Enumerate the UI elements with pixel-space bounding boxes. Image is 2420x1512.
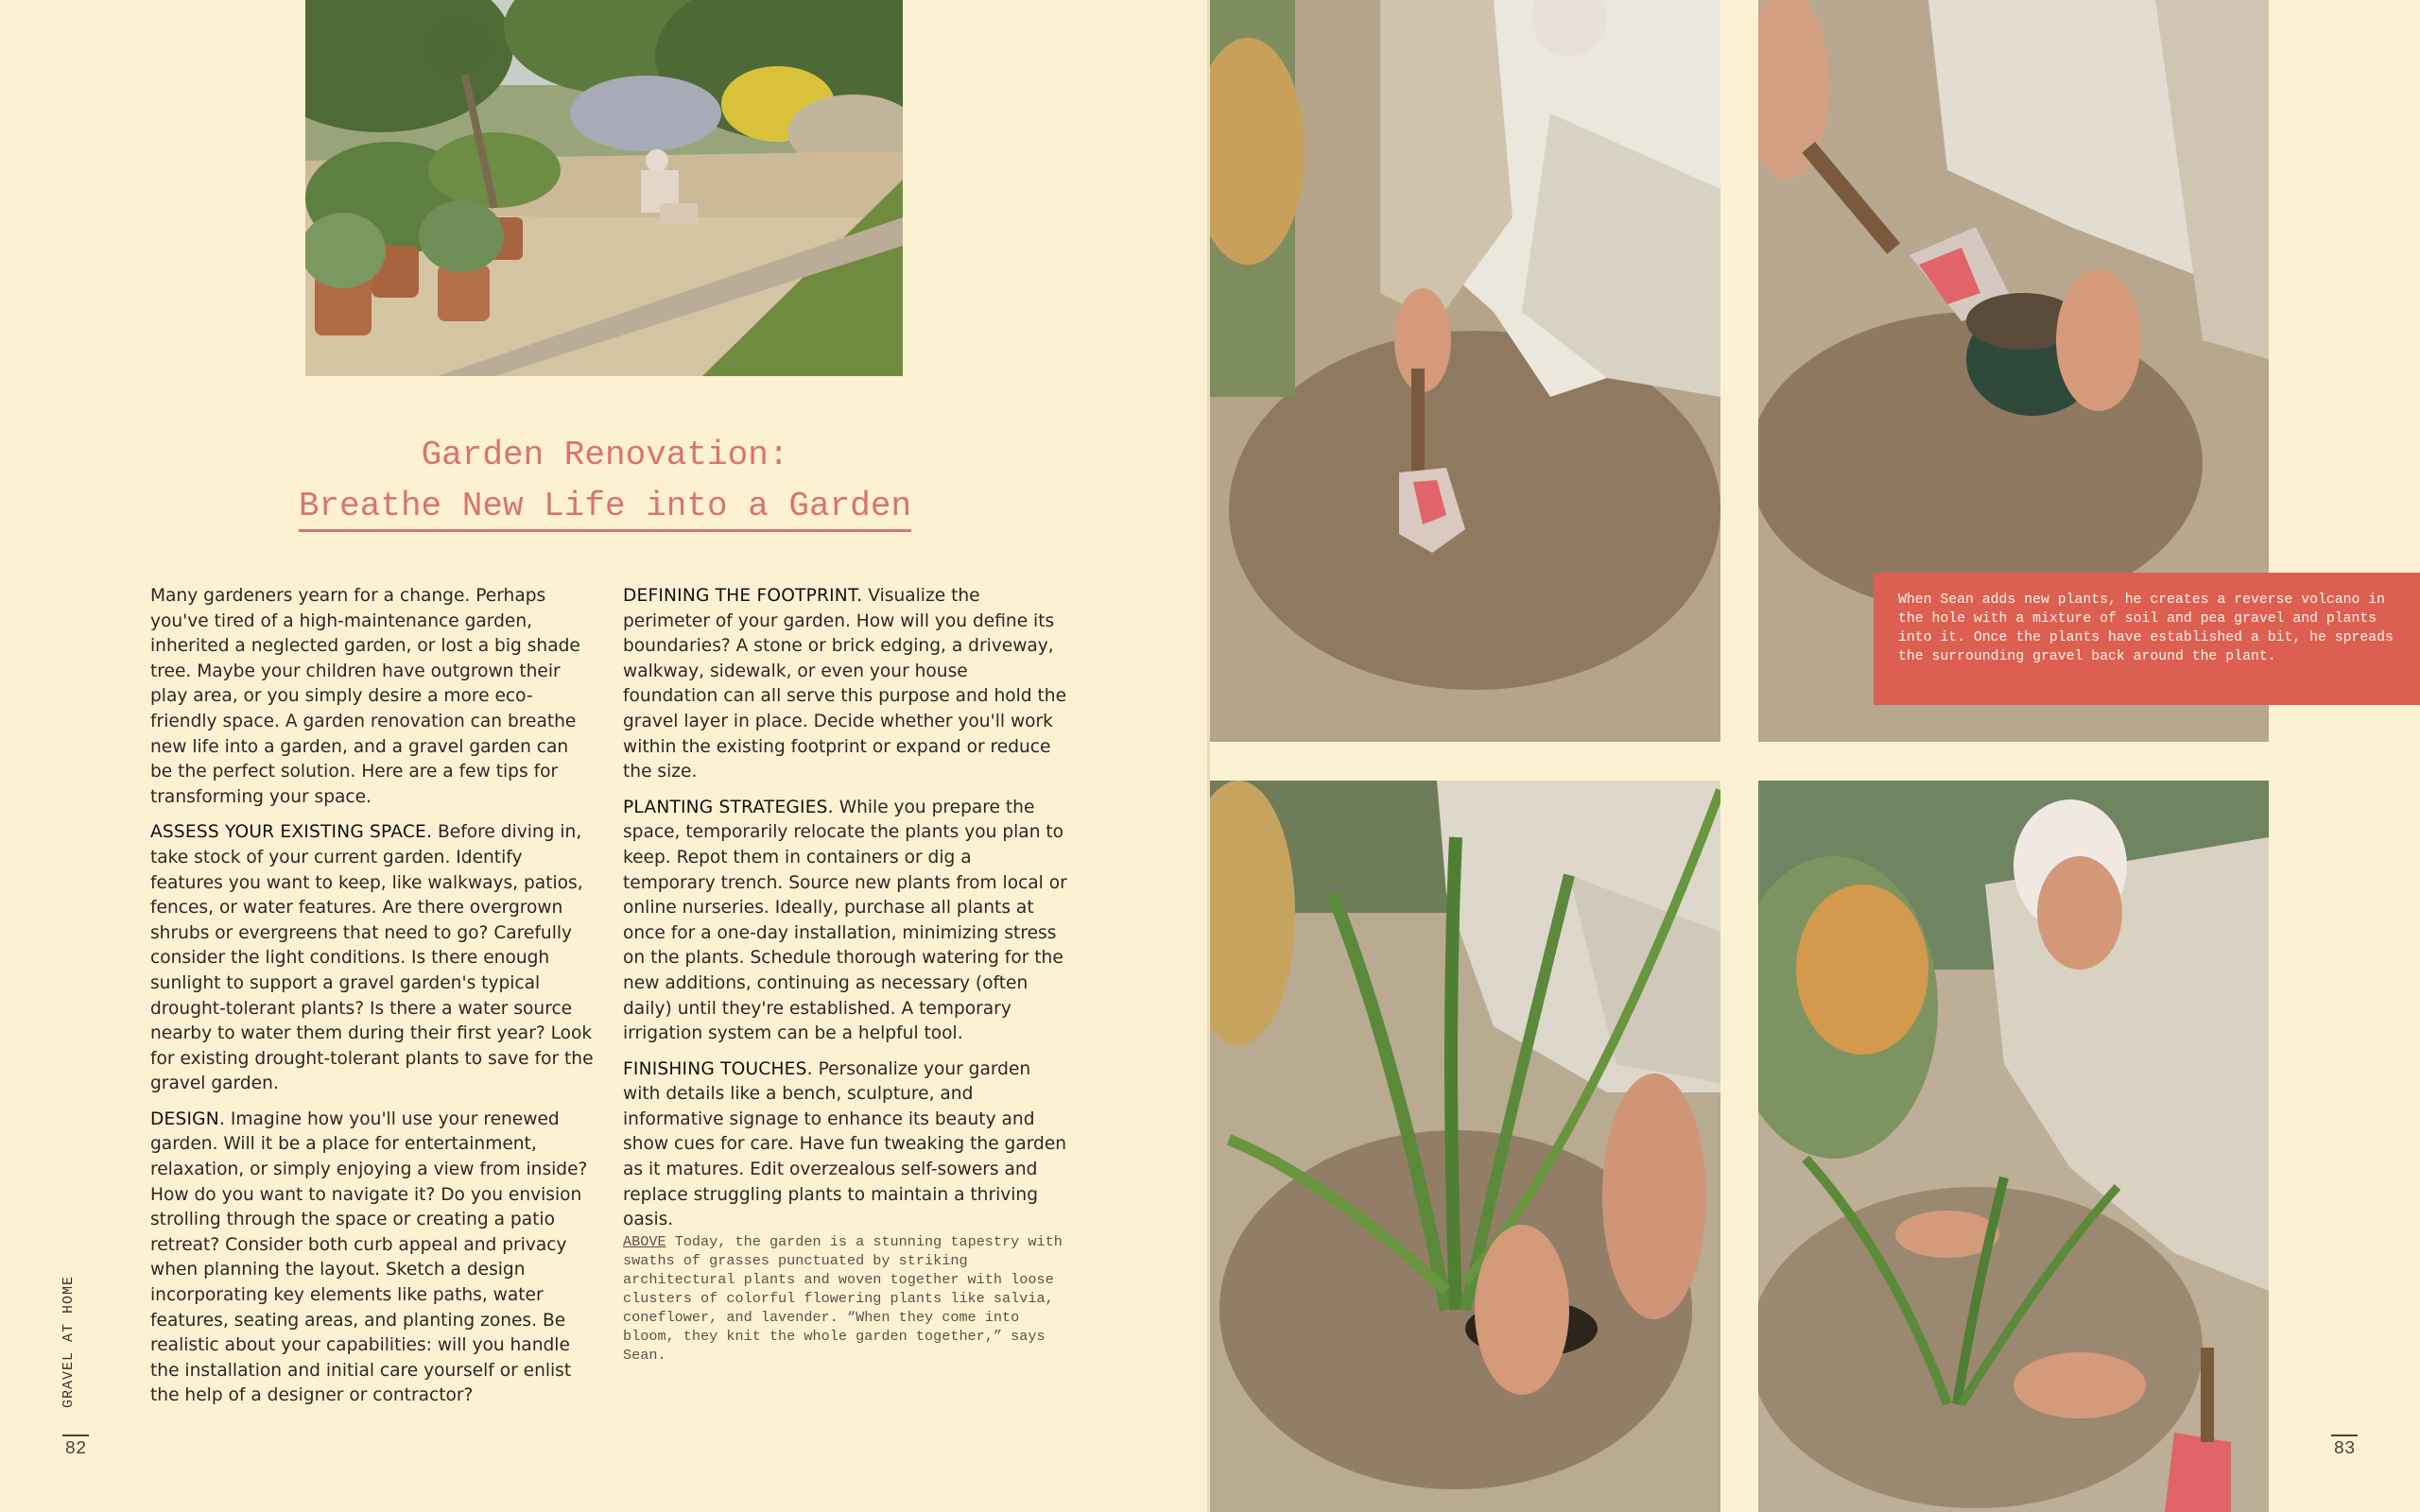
photo-caption bbox=[623, 1232, 1067, 1365]
section-body: Imagine how you'll use your renewed garden. Will it be a place for entertainment, relaxation, or simply enjoying a view from inside? How do you want to navigate it? Do you envision strolling through the space or creating a patio retreat? Consider both curb appeal and privacy when planning the layout. Sketch a design incorporating key elements like paths, water features, seating areas, and planting zones. Be realistic about your capabilities: will you handle the installation and initial care yourself or enlist the help of a designer or contractor? bbox=[150, 1108, 588, 1406]
section-heading: DESIGN. bbox=[150, 1108, 225, 1129]
running-head-text: GRAVEL AT HOME bbox=[60, 1275, 77, 1408]
intro-paragraph: Many gardeners yearn for a change. Perhaps you've tired of a high-maintenance garden, inherited a neglected garden, or lost a big shade tree. Maybe your children have outgrown their play area, or you simply desire a more eco-friendly space. A garden renovation can breathe new life into a garden, and a gravel garden can be the perfect solution. Here are a few tips for transforming your space. bbox=[150, 586, 580, 807]
caption-label: ABOVE bbox=[623, 1233, 666, 1250]
title-line-1: Garden Renovation: bbox=[421, 436, 789, 474]
section-heading: FINISHING TOUCHES. bbox=[623, 1058, 813, 1079]
section-heading: PLANTING STRATEGIES. bbox=[623, 797, 834, 817]
section-body: Before diving in, take stock of your current garden. Identify features you want to keep, like walkways, patios, fences, or water features. Are there overgrown shrubs or evergreens that need to go? Carefully consider the light conditions. Is there enough sunlight to support a gravel garden's typical drought-tolerant plants? Is there a water source nearby to water them during their first year? Look for existing drought-tolerant plants to save for the gravel garden. bbox=[150, 822, 594, 1094]
trowel-digging-photo bbox=[1210, 0, 1720, 742]
title-line-2: Breathe New Life into a Garden bbox=[299, 484, 911, 532]
caption-text: Today, the garden is a stunning tapestry with swaths of grasses punctuated by striking architectural plants and woven together with loose clusters of colorful flowering plants like salvia, coneflower, and lavender. “When they come into bloom, they knit the whole garden together,” says Sean. bbox=[623, 1233, 1063, 1364]
section-paragraph bbox=[623, 1057, 1067, 1233]
section-paragraph bbox=[150, 820, 595, 1097]
article-title bbox=[189, 430, 1021, 532]
text-column-1 bbox=[150, 584, 595, 1419]
section-body: Personalize your garden with details like a bench, sculpture, and informative signage to enhance its beauty and show cues for care. Have fun tweaking the garden as it matures. Edit overzealous self-sowers and replace struggling plants to maintain a thriving oasis. bbox=[623, 1058, 1067, 1230]
section-heading: DEFINING THE FOOTPRINT. bbox=[623, 586, 863, 606]
folio-rule-left bbox=[62, 1435, 89, 1436]
planting-grass-photo bbox=[1210, 781, 1720, 1512]
text-column-2 bbox=[623, 584, 1067, 1244]
section-heading: ASSESS YOUR EXISTING SPACE. bbox=[150, 822, 433, 843]
sean-kneeling-photo bbox=[1758, 781, 2269, 1512]
page-number-right: 83 bbox=[2333, 1438, 2356, 1459]
running-head bbox=[59, 1276, 96, 1408]
planting-tip-callout: When Sean adds new plants, he creates a reverse volcano in the hole with a mixture of soil and pea gravel and plants into it. Once the plants have established a bit, he spreads the surrounding gravel back around the plant. bbox=[1874, 573, 2420, 705]
page-number-left: 82 bbox=[64, 1438, 87, 1459]
section-body: Visualize the perimeter of your garden. How will you define its boundaries? A stone or brick edging, a driveway, walkway, sidewalk, or even your house foundation can all serve this purpose and hold the gravel layer in place. Decide whether you'll work within the existing footprint or expand or reduce the size. bbox=[623, 586, 1067, 782]
garden-overview-photo bbox=[305, 0, 903, 376]
section-paragraph bbox=[150, 1108, 595, 1409]
folio-rule-right bbox=[2331, 1435, 2358, 1436]
section-paragraph bbox=[623, 796, 1067, 1047]
section-paragraph bbox=[623, 584, 1067, 785]
section-body: While you prepare the space, temporarily relocate the plants you plan to keep. Repot them in containers or dig a temporary trench. Source new plants from local or online nurseries. Ideally, purchase all plants at once for a one-day installation, minimizing stress on the plants. Schedule thorough watering for the new additions, continuing as necessary (often daily) until they're established. A temporary irrigation system can be a helpful tool. bbox=[623, 797, 1067, 1044]
